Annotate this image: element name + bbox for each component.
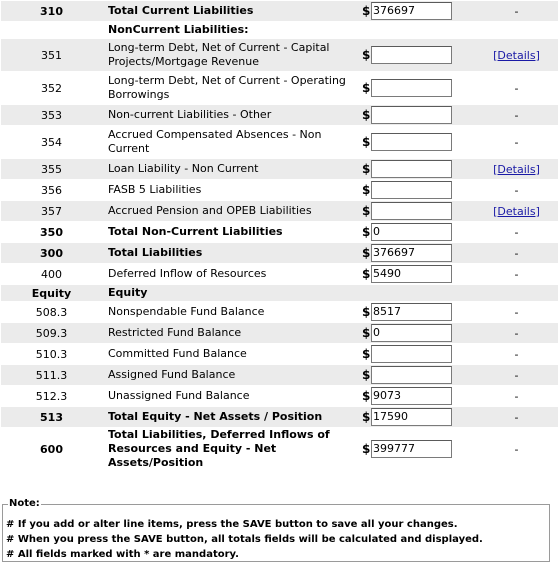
line-code: 509.3 bbox=[1, 323, 102, 343]
amount-cell bbox=[362, 180, 470, 200]
dollar-sign: $ bbox=[362, 4, 371, 18]
table-row bbox=[1, 126, 558, 158]
amount-cell bbox=[362, 365, 470, 385]
table-row bbox=[1, 22, 558, 38]
line-code: 352 bbox=[1, 72, 102, 104]
dollar-sign: $ bbox=[362, 204, 371, 218]
line-code: 300 bbox=[1, 243, 102, 263]
line-description: FASB 5 Liabilities bbox=[102, 180, 362, 200]
table-row bbox=[1, 180, 558, 200]
action-cell bbox=[470, 201, 558, 221]
dollar-sign: $ bbox=[362, 442, 371, 456]
amount-cell bbox=[362, 302, 470, 322]
details-link[interactable]: [Details] bbox=[493, 162, 540, 176]
amount-input[interactable] bbox=[371, 181, 452, 199]
line-code bbox=[1, 22, 102, 38]
note-line: # All fields marked with * are mandatory. bbox=[6, 549, 239, 560]
amount-cell bbox=[362, 1, 470, 21]
dollar-sign: $ bbox=[362, 81, 371, 95]
dollar-sign: $ bbox=[362, 326, 371, 340]
action-placeholder bbox=[470, 22, 558, 38]
table-row bbox=[1, 1, 558, 21]
action-placeholder bbox=[470, 285, 558, 301]
line-code: 400 bbox=[1, 264, 102, 284]
line-code: Equity bbox=[1, 285, 102, 301]
table-row bbox=[1, 344, 558, 364]
liabilities-equity-table bbox=[1, 0, 558, 471]
table-row bbox=[1, 323, 558, 343]
action-placeholder: - bbox=[470, 428, 558, 470]
line-code: 513 bbox=[1, 407, 102, 427]
amount-input[interactable] bbox=[371, 202, 452, 220]
amount-input[interactable]: 0 bbox=[371, 324, 452, 342]
action-placeholder: - bbox=[470, 407, 558, 427]
action-cell bbox=[470, 39, 558, 71]
table-row bbox=[1, 285, 558, 301]
table-row bbox=[1, 264, 558, 284]
amount-cell bbox=[362, 428, 470, 470]
amount-input[interactable]: 5490 bbox=[371, 265, 452, 283]
line-code: 310 bbox=[1, 1, 102, 21]
amount-cell bbox=[362, 22, 470, 38]
dollar-sign: $ bbox=[362, 389, 371, 403]
dollar-sign: $ bbox=[362, 368, 371, 382]
action-placeholder: - bbox=[470, 1, 558, 21]
line-description: Total Equity - Net Assets / Position bbox=[102, 407, 362, 427]
amount-cell bbox=[362, 243, 470, 263]
dollar-sign: $ bbox=[362, 267, 371, 281]
action-placeholder: - bbox=[470, 72, 558, 104]
amount-cell bbox=[362, 264, 470, 284]
amount-cell bbox=[362, 323, 470, 343]
note-line: # When you press the SAVE button, all totals fields will be calculated and displayed. bbox=[6, 534, 483, 545]
dollar-sign: $ bbox=[362, 183, 371, 197]
line-description: Unassigned Fund Balance bbox=[102, 386, 362, 406]
amount-cell bbox=[362, 126, 470, 158]
amount-cell bbox=[362, 222, 470, 242]
amount-cell bbox=[362, 105, 470, 125]
amount-input[interactable]: 376697 bbox=[371, 244, 452, 262]
dollar-sign: $ bbox=[362, 48, 371, 62]
line-code: 353 bbox=[1, 105, 102, 125]
line-description: Total Liabilities bbox=[102, 243, 362, 263]
line-code: 355 bbox=[1, 159, 102, 179]
line-description: Total Current Liabilities bbox=[102, 1, 362, 21]
table-row bbox=[1, 72, 558, 104]
action-placeholder: - bbox=[470, 302, 558, 322]
action-placeholder: - bbox=[470, 323, 558, 343]
amount-cell bbox=[362, 344, 470, 364]
table-row bbox=[1, 365, 558, 385]
line-description: Committed Fund Balance bbox=[102, 344, 362, 364]
amount-input[interactable] bbox=[371, 133, 452, 151]
amount-input[interactable] bbox=[371, 46, 452, 64]
details-link[interactable]: [Details] bbox=[493, 48, 540, 62]
table-row bbox=[1, 222, 558, 242]
action-placeholder: - bbox=[470, 243, 558, 263]
line-description: Total Liabilities, Deferred Inflows of Resources and Equity - Net Assets/Position bbox=[102, 428, 362, 470]
note-lines bbox=[6, 517, 483, 562]
line-description: Total Non-Current Liabilities bbox=[102, 222, 362, 242]
line-description: Non-current Liabilities - Other bbox=[102, 105, 362, 125]
amount-input[interactable]: 0 bbox=[371, 223, 452, 241]
line-code: 512.3 bbox=[1, 386, 102, 406]
table-row bbox=[1, 386, 558, 406]
amount-input[interactable] bbox=[371, 106, 452, 124]
amount-input[interactable]: 17590 bbox=[371, 408, 452, 426]
action-placeholder: - bbox=[470, 105, 558, 125]
line-code: 510.3 bbox=[1, 344, 102, 364]
dollar-sign: $ bbox=[362, 347, 371, 361]
action-placeholder: - bbox=[470, 365, 558, 385]
table-row bbox=[1, 105, 558, 125]
amount-input[interactable]: 8517 bbox=[371, 303, 452, 321]
amount-cell bbox=[362, 386, 470, 406]
table-row bbox=[1, 302, 558, 322]
amount-input[interactable]: 399777 bbox=[371, 440, 452, 458]
line-code: 508.3 bbox=[1, 302, 102, 322]
line-code: 357 bbox=[1, 201, 102, 221]
line-description: Equity bbox=[102, 285, 362, 301]
line-code: 511.3 bbox=[1, 365, 102, 385]
note-legend: Note: bbox=[9, 498, 40, 509]
action-placeholder: - bbox=[470, 180, 558, 200]
amount-input[interactable] bbox=[371, 79, 452, 97]
amount-cell bbox=[362, 201, 470, 221]
line-description: Restricted Fund Balance bbox=[102, 323, 362, 343]
dollar-sign: $ bbox=[362, 162, 371, 176]
line-description: Assigned Fund Balance bbox=[102, 365, 362, 385]
amount-cell bbox=[362, 159, 470, 179]
amount-cell bbox=[362, 72, 470, 104]
action-placeholder: - bbox=[470, 264, 558, 284]
line-description: Nonspendable Fund Balance bbox=[102, 302, 362, 322]
dollar-sign: $ bbox=[362, 108, 371, 122]
line-description: Deferred Inflow of Resources bbox=[102, 264, 362, 284]
action-placeholder: - bbox=[470, 344, 558, 364]
table-row bbox=[1, 428, 558, 470]
table-row bbox=[1, 159, 558, 179]
amount-input[interactable]: 376697 bbox=[371, 2, 452, 20]
table-row bbox=[1, 201, 558, 221]
dollar-sign: $ bbox=[362, 135, 371, 149]
action-placeholder: - bbox=[470, 222, 558, 242]
action-placeholder: - bbox=[470, 126, 558, 158]
amount-input[interactable]: 9073 bbox=[371, 387, 452, 405]
line-code: 351 bbox=[1, 39, 102, 71]
dollar-sign: $ bbox=[362, 305, 371, 319]
line-description: NonCurrent Liabilities: bbox=[102, 22, 362, 38]
line-description: Accrued Compensated Absences - Non Current bbox=[102, 126, 362, 158]
dollar-sign: $ bbox=[362, 225, 371, 239]
details-link[interactable]: [Details] bbox=[493, 204, 540, 218]
amount-input[interactable] bbox=[371, 366, 452, 384]
table-row bbox=[1, 39, 558, 71]
action-placeholder: - bbox=[470, 386, 558, 406]
amount-cell bbox=[362, 39, 470, 71]
action-cell bbox=[470, 159, 558, 179]
amount-cell bbox=[362, 285, 470, 301]
line-code: 354 bbox=[1, 126, 102, 158]
table-row bbox=[1, 407, 558, 427]
line-code: 600 bbox=[1, 428, 102, 470]
line-description: Long-term Debt, Net of Current - Operating Borrowings bbox=[102, 72, 362, 104]
line-code: 356 bbox=[1, 180, 102, 200]
note-box bbox=[2, 498, 550, 562]
dollar-sign: $ bbox=[362, 410, 371, 424]
amount-input[interactable] bbox=[371, 345, 452, 363]
amount-input[interactable] bbox=[371, 160, 452, 178]
line-description: Loan Liability - Non Current bbox=[102, 159, 362, 179]
line-description: Long-term Debt, Net of Current - Capital Projects/Mortgage Revenue bbox=[102, 39, 362, 71]
line-code: 350 bbox=[1, 222, 102, 242]
amount-cell bbox=[362, 407, 470, 427]
line-description: Accrued Pension and OPEB Liabilities bbox=[102, 201, 362, 221]
table-row bbox=[1, 243, 558, 263]
dollar-sign: $ bbox=[362, 246, 371, 260]
note-line: # If you add or alter line items, press the SAVE button to save all your changes. bbox=[6, 519, 458, 530]
